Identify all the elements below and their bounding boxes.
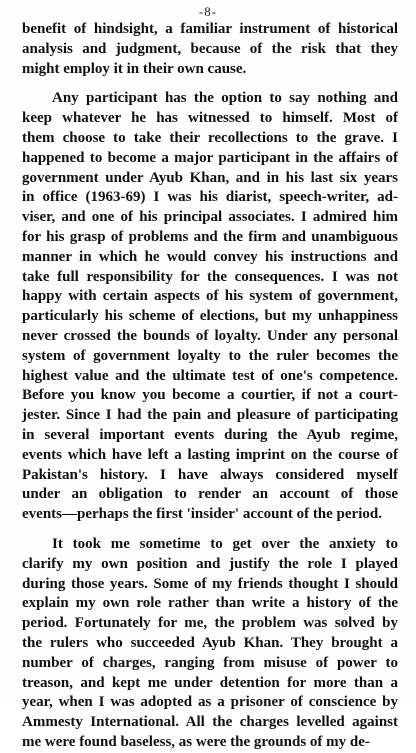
page-number: -8- (198, 4, 218, 19)
text-line: number of charges, ranging from misuse of power to (22, 654, 398, 671)
paragraph (22, 20, 398, 79)
text-line: the rulers who succeeded Ayub Khan. They brought a (22, 634, 398, 651)
text-line: Any participant has the option to say nothing and (52, 90, 398, 107)
text-line: events which have left a lasting imprint on the course of (22, 446, 398, 463)
text-line: period. Fortunately for me, the problem was solved by (22, 615, 398, 632)
text-line: events—perhaps the first 'insider' account of the period. (22, 506, 382, 523)
text-line: It took me sometime to get over the anxiety to (52, 535, 398, 552)
text-line: happy with certain aspects of his system of government, (22, 288, 398, 305)
text-line: manner in which he would convey his instructions and (22, 248, 398, 265)
text-line: viser, and one of his principal associates. I admired him (22, 209, 398, 226)
text-line: for his grasp of problems and the firm and unambiguous (22, 228, 398, 245)
text-line: never crossed the bounds of loyalty. Under any personal (22, 327, 398, 344)
text-line: analysis and judgment, because of the risk that they (22, 40, 398, 57)
text-line: particularly his scheme of elections, but my unhappiness (22, 308, 398, 325)
text-line: explain my own role rather than write a history of the (22, 595, 398, 612)
paragraph-gap (22, 79, 398, 89)
paragraph (22, 89, 398, 525)
text-line: in office (1963-69) I was his diarist, speech-writer, ad- (22, 189, 398, 206)
text-line: happened to become a major participant in the affairs of (22, 149, 398, 166)
text-line: take full responsibility for the consequences. I was not (22, 268, 398, 285)
text-line: government under Ayub Khan, and in his last six years (22, 169, 398, 186)
text-line: Ammesty International. All the charges levelled against (22, 714, 398, 731)
text-line: year, when I was adopted as a prisoner of conscience by (22, 694, 398, 711)
paragraph-gap (22, 525, 398, 535)
text-line: me were found baseless, as were the grounds of my de- (22, 733, 370, 750)
text-line: under an obligation to render an account of those (22, 486, 398, 503)
text-line: during those years. Some of my friends thought I should (22, 575, 398, 592)
text-line: Before you know you become a courtier, if not a court- (22, 387, 398, 404)
text-line: clarify my own position and justify the role I played (22, 555, 398, 572)
text-line: jester. Since I had the pain and pleasure of participating (22, 407, 398, 424)
text-line: benefit of hindsight, a familiar instrument of historical (22, 21, 398, 37)
paragraph (22, 535, 398, 753)
text-line: Pakistan's history. I have always considered myself (22, 466, 398, 483)
text-line: in several important events during the Ayub regime, (22, 426, 398, 443)
text-line: them choose to take their recollections to the grave. I (22, 129, 398, 146)
text-line: system of government loyalty to the ruler becomes the (22, 347, 398, 364)
body-text (22, 20, 398, 753)
text-line: keep whatever he has witnessed to himself. Most of (22, 110, 398, 127)
text-line: treason, and kept me under detention for more than a (22, 674, 398, 691)
text-line: might employ it in their own cause. (22, 60, 247, 77)
text-line: highest value and the ultimate test of one's competence. (22, 367, 398, 384)
